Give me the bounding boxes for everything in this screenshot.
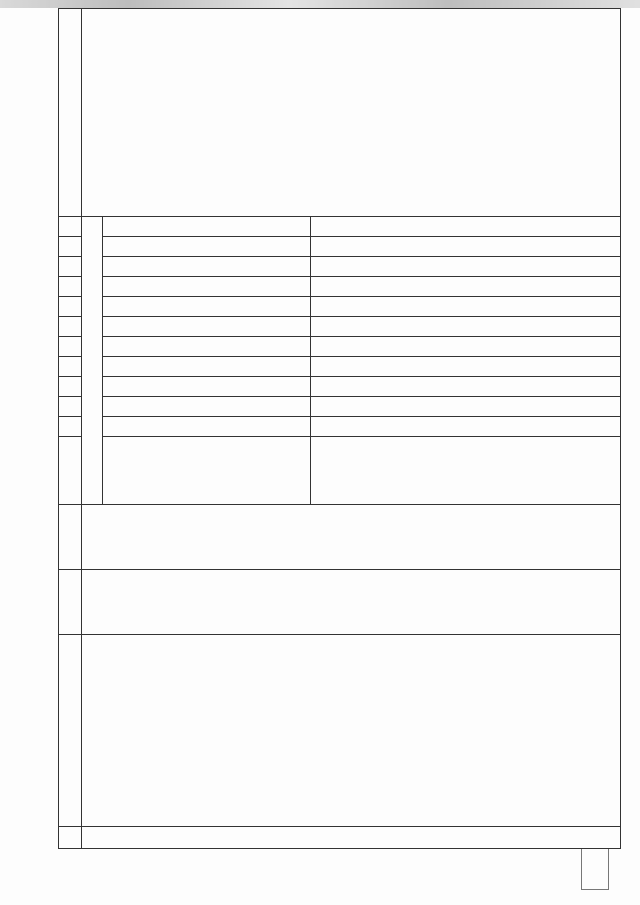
col-header bbox=[59, 505, 82, 570]
col-header bbox=[59, 257, 82, 277]
col-header bbox=[59, 237, 82, 257]
value-cell bbox=[311, 217, 621, 237]
table-cell bbox=[82, 570, 621, 635]
value-cell bbox=[103, 237, 311, 257]
col-header bbox=[59, 9, 82, 217]
value-cell bbox=[103, 217, 311, 237]
value-cell bbox=[103, 297, 311, 317]
col-header bbox=[59, 277, 82, 297]
table-cell bbox=[82, 635, 621, 827]
col-header bbox=[59, 417, 82, 437]
value-cell bbox=[103, 317, 311, 337]
col-header bbox=[59, 337, 82, 357]
value-cell bbox=[311, 377, 621, 397]
value-cell bbox=[311, 317, 621, 337]
value-cell bbox=[103, 277, 311, 297]
value-cell bbox=[311, 417, 621, 437]
col-header bbox=[59, 217, 82, 237]
value-cell bbox=[103, 417, 311, 437]
value-cell bbox=[311, 277, 621, 297]
value-cell bbox=[311, 257, 621, 277]
value-cell bbox=[311, 297, 621, 317]
value-cell bbox=[103, 357, 311, 377]
header-row bbox=[59, 9, 82, 849]
rotated-page-content bbox=[58, 36, 621, 849]
spacer-row bbox=[82, 9, 103, 849]
source-cell bbox=[311, 437, 621, 505]
col-header bbox=[59, 297, 82, 317]
value-cell bbox=[311, 397, 621, 417]
value-cell bbox=[311, 237, 621, 257]
table-cell bbox=[82, 505, 621, 570]
value-cell bbox=[103, 397, 311, 417]
col-header bbox=[59, 437, 82, 505]
col-header bbox=[59, 357, 82, 377]
result-description-upper bbox=[349, 9, 353, 216]
budget-table bbox=[58, 8, 621, 849]
result-description-cell bbox=[82, 9, 621, 217]
table-cell bbox=[82, 217, 103, 505]
value-cell bbox=[103, 337, 311, 357]
col-header bbox=[59, 635, 82, 827]
col-header bbox=[59, 827, 82, 849]
scan-edge-noise bbox=[0, 0, 640, 8]
table-cell bbox=[82, 827, 621, 849]
value-cell bbox=[311, 357, 621, 377]
col-header bbox=[59, 397, 82, 417]
value-cell bbox=[311, 337, 621, 357]
col-header bbox=[59, 377, 82, 397]
registration-stamp bbox=[581, 848, 609, 890]
value-cell bbox=[103, 257, 311, 277]
col-header bbox=[59, 570, 82, 635]
value-cell bbox=[103, 377, 311, 397]
source-cell bbox=[103, 437, 311, 505]
col-header bbox=[59, 317, 82, 337]
